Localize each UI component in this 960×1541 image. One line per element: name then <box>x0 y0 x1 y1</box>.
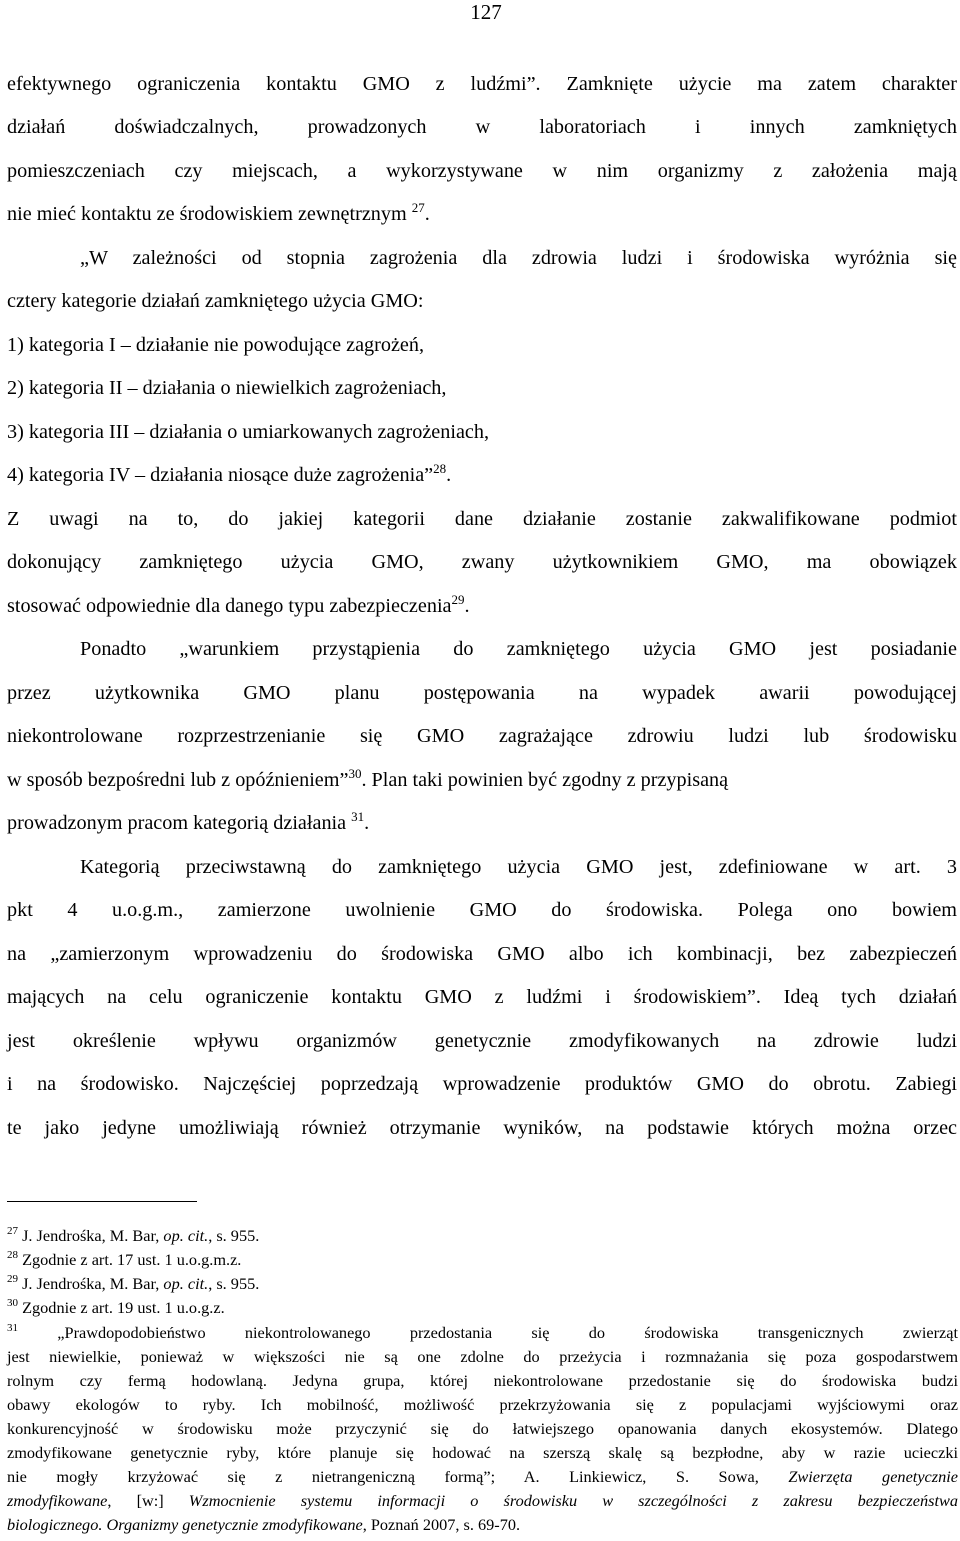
footnote-31-line: nie mogły krzyżować się z nietrangeniczną formą”; A. Linkiewicz, S. Sowa, Zwierzęta genetycznie <box>7 1467 958 1486</box>
text-line: Z uwagi na to, do jakiej kategorii dane działanie zostanie zakwalifikowane podmiot <box>7 508 957 530</box>
text-line: „W zależności od stopnia zagrożenia dla zdrowia ludzi i środowiska wyróżnia się <box>80 247 957 269</box>
footnote-31-line: zmodyfikowane genetycznie ryby, które planuje się hodować na szerszą skalę są bezpłodne, aby w razie ucieczki <box>7 1443 958 1462</box>
text-line: przez użytkownika GMO planu postępowania na wypadek awarii powodującej <box>7 682 957 704</box>
footnote-28: $^{28}$ Zgodnie z art. 17 ust. 1 u.o.g.m.z. <box>7 1249 242 1269</box>
text-line: Kategorią przeciwstawną do zamkniętego użycia GMO jest, zdefiniowane w art. 3 <box>80 856 957 878</box>
text-line: działań doświadczalnych, prowadzonych w laboratoriach i innych zamkniętych <box>7 116 957 138</box>
footnote-ref: 28 <box>433 461 447 476</box>
text-line: te jako jedyne umożliwiają również otrzymanie wyników, na podstawie których można orzec <box>7 1117 957 1139</box>
footnote-ref: 29 <box>451 592 465 607</box>
text-line: nie mieć kontaktu ze środowiskiem zewnętrznym $^{27}$. <box>7 200 430 225</box>
list-item: 4) kategoria IV – działania niosące duże zagrożenia”$^{28}$. <box>7 461 452 486</box>
footnote-ref: 30 <box>348 766 362 781</box>
footnote-separator <box>7 1201 197 1202</box>
footnote-31: $^{31}$ „Prawdopodobieństwo niekontrolowanego przedostania się do środowiska transgenicznych zwierząt <box>7 1322 958 1342</box>
text-line: i na środowisko. Najczęściej poprzedzają wprowadzenie produktów GMO do obrotu. Zabiegi <box>7 1073 957 1095</box>
text-line: stosować odpowiednie dla danego typu zabezpieczenia$^{29}$. <box>7 592 470 617</box>
footnote-31-line: konkurencyjność w środowisku może przyczynić się do łatwiejszego opanowania danych ekosystemów. Dlatego <box>7 1419 958 1438</box>
footnote-31-line: rolnym czy fermą hodowlaną. Jedyna grupa, której niekontrolowane przedostanie się do środowiska budzi <box>7 1371 958 1390</box>
text-line: pomieszczeniach czy miejscach, a wykorzystywane w nim organizmy z założenia mają <box>7 160 957 182</box>
text-line: dokonujący zamkniętego użycia GMO, zwany użytkownikiem GMO, ma obowiązek <box>7 551 957 573</box>
footnote-29: $^{29}$ J. Jendrośka, M. Bar, op. cit., s. 955. <box>7 1273 260 1293</box>
footnote-31-line: zmodyfikowane, [w:] Wzmocnienie systemu informacji o środowisku w szczególności z zakresu bezpieczeństwa <box>7 1491 958 1510</box>
text-line: Ponadto „warunkiem przystąpienia do zamkniętego użycia GMO jest posiadanie <box>80 638 957 660</box>
text-line: efektywnego ograniczenia kontaktu GMO z ludźmi”. Zamknięte użycie ma zatem charakter <box>7 73 957 95</box>
text-line: niekontrolowane rozprzestrzenianie się GMO zagrażające zdrowiu ludzi lub środowisku <box>7 725 957 747</box>
page-number: 127 <box>470 0 502 24</box>
list-item: 3) kategoria III – działania o umiarkowanych zagrożeniach, <box>7 421 490 443</box>
text-line: cztery kategorie działań zamkniętego użycia GMO: <box>7 290 424 312</box>
list-item: 2) kategoria II – działania o niewielkich zagrożeniach, <box>7 377 447 399</box>
text-line: w sposób bezpośredni lub z opóźnieniem”$^{30}$. Plan taki powinien być zgodny z przypisaną <box>7 766 729 791</box>
footnote-ref: 27 <box>411 200 425 215</box>
list-item: 1) kategoria I – działanie nie powodujące zagrożeń, <box>7 334 425 356</box>
footnote-30: $^{30}$ Zgodnie z art. 19 ust. 1 u.o.g.z. <box>7 1297 225 1317</box>
footnote-ref: 31 <box>351 809 365 824</box>
text-line: prowadzonym pracom kategorią działania $^{31}$. <box>7 809 370 834</box>
footnote-27: $^{27}$ J. Jendrośka, M. Bar, op. cit., s. 955. <box>7 1225 260 1245</box>
footnote-31-line: jest niewielkie, ponieważ w większości nie są one zdolne do przeżycia i rozmnażania się poza gospodarstwem <box>7 1347 958 1366</box>
text-line: mających na celu ograniczenie kontaktu GMO z ludźmi i środowiskiem”. Ideą tych działań <box>7 986 957 1008</box>
footnote-31-line: biologicznego. Organizmy genetycznie zmodyfikowane, Poznań 2007, s. 69-70. <box>7 1515 521 1534</box>
footnote-31-line: obawy ekologów to ryby. Ich mobilność, możliwość przekrzyżowania się z populacjami wyjściowymi oraz <box>7 1395 958 1414</box>
text-line: na „zamierzonym wprowadzeniu do środowiska GMO albo ich kombinacji, bez zabezpieczeń <box>7 943 957 965</box>
text-line: jest określenie wpływu organizmów genetycznie zmodyfikowanych na zdrowie ludzi <box>7 1030 957 1052</box>
text-line: pkt 4 u.o.g.m., zamierzone uwolnienie GMO do środowiska. Polega ono bowiem <box>7 899 957 921</box>
